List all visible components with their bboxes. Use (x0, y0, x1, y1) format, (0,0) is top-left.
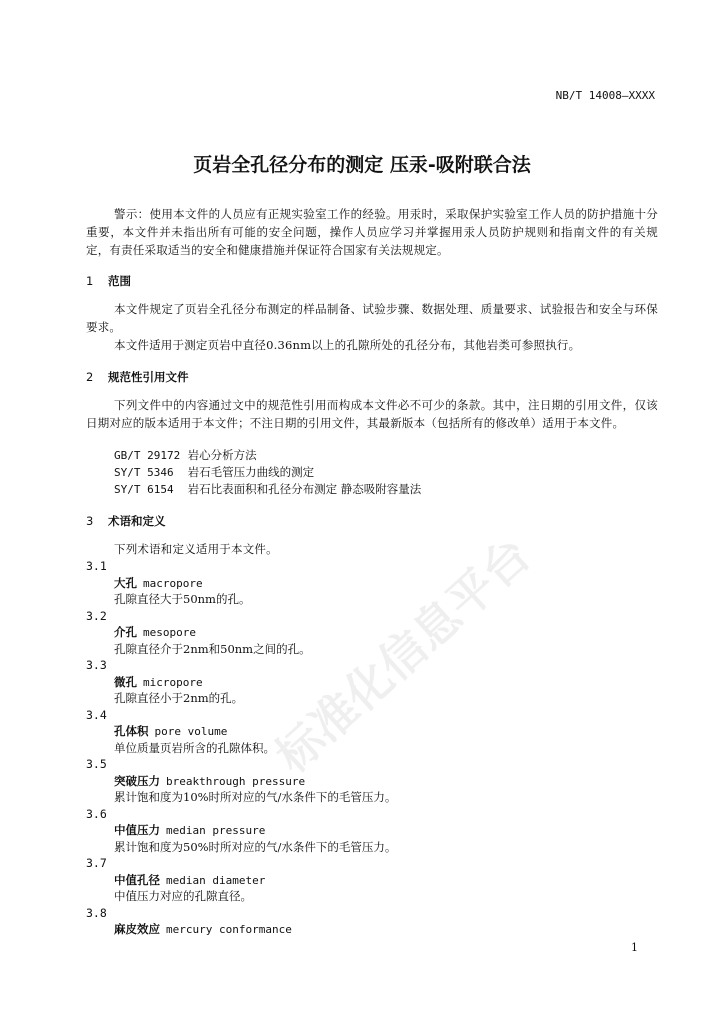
term-entry (86, 608, 658, 658)
term-zh: 中值压力 (114, 823, 160, 837)
section-title: 规范性引用文件 (108, 370, 189, 384)
section-number: 2 (86, 370, 94, 384)
term-zh: 微孔 (114, 674, 137, 689)
section-number: 1 (86, 274, 94, 288)
term-zh: 孔体积 (114, 724, 149, 738)
normative-refs-paragraph: 下列文件中的内容通过文中的规范性引用而构成本文件必不可少的条款。其中，注日期的引用文件，仅该日期对应的版本适用于本文件；不注日期的引用文件，其最新版本（包括所有的修改单）适用于本文件。 (86, 398, 658, 430)
section-heading-3 (86, 513, 166, 529)
term-zh: 麻皮效应 (114, 922, 160, 936)
term-definition: 单位质量页岩所含的孔隙体积。 (114, 740, 275, 755)
term-name (86, 624, 658, 641)
terms-intro-paragraph: 下列术语和定义适用于本文件。 (114, 542, 278, 556)
term-en: pore volume (154, 725, 228, 738)
warning-paragraph: 警示：使用本文件的人员应有正规实验室工作的经验。用汞时，采取保护实验室工作人员的防护措施十分重要，本文件并未指出所有可能的安全问题，操作人员应学习并掌握用汞人员防护规则和指南文件的有关规定，有责任采取适当的安全和健康措施并保证符合国家有关法规规定。 (86, 207, 658, 257)
term-number: 3.3 (86, 658, 107, 672)
term-entry (86, 657, 658, 707)
reference-code: SY/T 5346 (114, 466, 174, 479)
term-en: macropore (143, 576, 203, 590)
section-heading-1 (86, 273, 131, 289)
term-number: 3.5 (86, 757, 107, 771)
reference-item (114, 464, 421, 481)
term-number: 3.2 (86, 608, 107, 623)
term-definition: 累计饱和度为50%时所对应的气/水条件下的毛管压力。 (114, 839, 397, 854)
term-definition: 孔隙直径大于50nm的孔。 (114, 592, 251, 606)
term-en: mercury conformance (166, 923, 292, 936)
term-entry (86, 558, 658, 608)
reference-code: SY/T 6154 (114, 483, 174, 496)
section-title: 范围 (108, 274, 131, 288)
term-definition: 孔隙直径小于2nm的孔。 (114, 691, 244, 705)
term-number: 3.6 (86, 806, 107, 821)
reference-title: 岩心分析方法 (187, 448, 257, 462)
term-en: mesopore (143, 626, 196, 639)
term-name (86, 872, 658, 889)
reference-title: 岩石比表面积和孔径分布测定 静态吸附容量法 (187, 482, 422, 496)
term-entry (86, 855, 658, 905)
term-name (86, 773, 658, 790)
reference-list (114, 447, 421, 498)
term-zh: 大孔 (114, 575, 137, 590)
term-number: 3.1 (86, 559, 107, 573)
document-code: NB/T 14008—XXXX (555, 89, 655, 102)
term-entry (86, 905, 658, 938)
term-number: 3.4 (86, 707, 107, 722)
term-entry (86, 707, 658, 757)
term-number: 3.8 (86, 905, 107, 920)
term-en: median diameter (166, 873, 266, 887)
scope-paragraph-2: 本文件适用于测定页岩中直径0.36nm以上的孔隙所处的孔径分布，其他岩类可参照执行。 (114, 338, 581, 352)
term-definition: 累计饱和度为10%时所对应的气/水条件下的毛管压力。 (114, 790, 397, 804)
document-title: 页岩全孔径分布的测定 压汞-吸附联合法 (193, 154, 531, 176)
reference-code: GB/T 29172 (114, 449, 181, 462)
reference-item (114, 481, 421, 498)
reference-title: 岩石毛管压力曲线的测定 (187, 465, 315, 479)
term-name (86, 723, 658, 740)
term-name (86, 575, 658, 592)
term-definition: 孔隙直径介于2nm和50nm之间的孔。 (114, 641, 311, 656)
scope-paragraph-1: 本文件规定了页岩全孔径分布测定的样品制备、试验步骤、数据处理、质量要求、试验报告和安全与环保要求。 (86, 302, 658, 334)
term-name (86, 822, 658, 839)
section-heading-2 (86, 369, 189, 385)
page-number: 1 (631, 941, 638, 954)
term-definition: 中值压力对应的孔隙直径。 (114, 889, 252, 903)
terms-list (86, 558, 658, 938)
term-en: breakthrough pressure (166, 774, 306, 788)
term-entry (86, 806, 658, 856)
term-name (86, 674, 658, 691)
term-zh: 介孔 (114, 625, 137, 639)
reference-item (114, 447, 421, 464)
section-title: 术语和定义 (108, 514, 166, 528)
term-en: median pressure (166, 824, 266, 837)
term-zh: 突破压力 (114, 773, 160, 788)
term-zh: 中值孔径 (114, 872, 160, 887)
watermark: 标准化信息平台 (265, 527, 541, 784)
term-name (86, 921, 658, 938)
term-en: micropore (143, 675, 203, 689)
term-entry (86, 756, 658, 806)
section-number: 3 (86, 514, 94, 528)
term-number: 3.7 (86, 856, 107, 870)
